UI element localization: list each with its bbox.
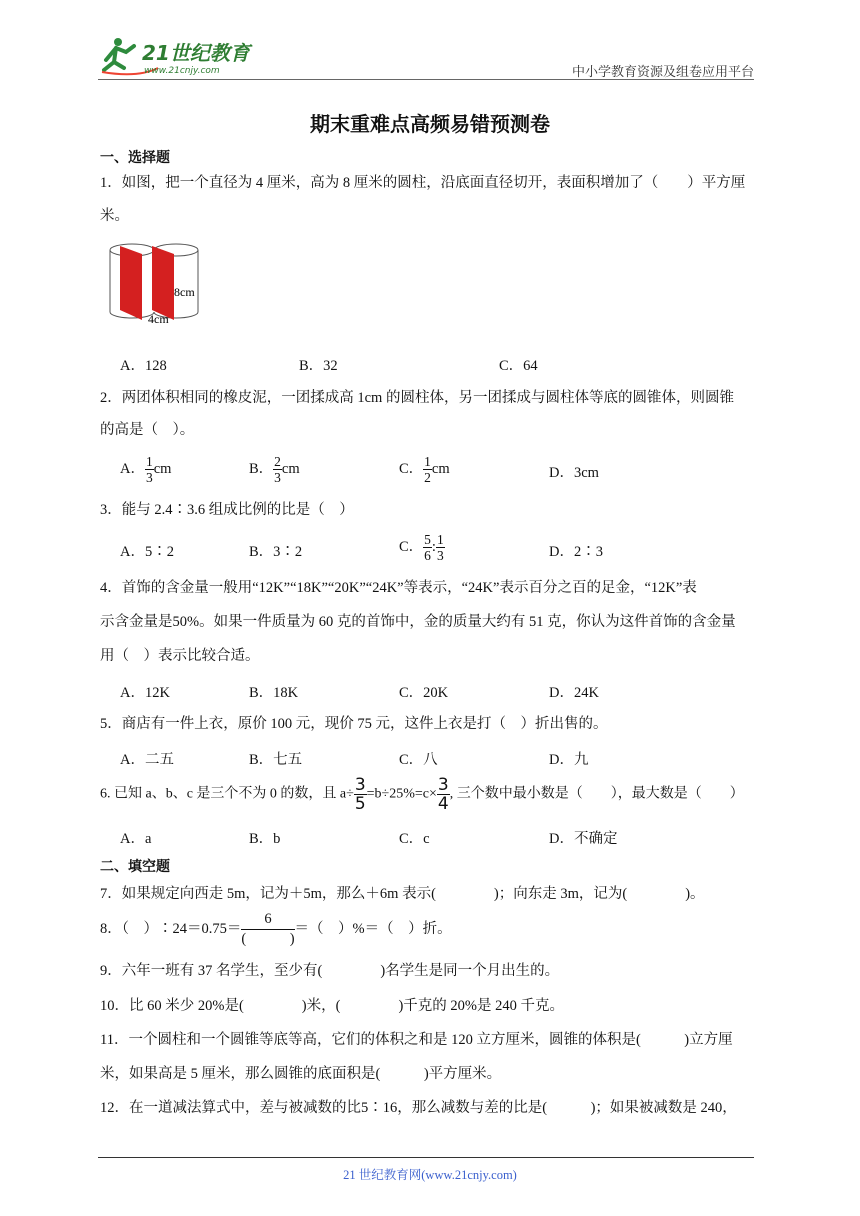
question-5-line1: 5．商店有一件上衣，原价 100 元，现价 75 元，这件上衣是打（ ）折出售的。	[100, 716, 608, 732]
section-heading-fill: 二、填空题	[100, 859, 170, 875]
header-divider	[98, 79, 754, 80]
question-11-line1: 11．一个圆柱和一个圆锥等底等高，它们的体积之和是 120 立方厘米，圆锥的体积是( )立方厘	[100, 1032, 733, 1048]
header-platform-text: 中小学教育资源及组卷应用平台	[571, 64, 754, 79]
q6-option-d[interactable]: D．不确定	[549, 831, 618, 847]
figure-diameter-label: 4cm	[148, 312, 169, 326]
question-6-line1: 6. 已知 a、b、c 是三个不为 0 的数，且 a÷ $\frac{3}{5}$ =b÷25%=c× $\frac{3}{4}$ , 三个数中最小数是（ ），最大数是（ ）	[100, 775, 744, 814]
q6-option-b[interactable]: B．b	[249, 831, 281, 847]
q1-option-b[interactable]: B．32	[299, 358, 338, 374]
question-1-line1: 1．如图，把一个直径为 4 厘米，高为 8 厘米的圆柱，沿底面直径切开，表面积增加了（ ）平方厘	[100, 175, 746, 191]
q4-option-d[interactable]: D．24K	[549, 685, 599, 701]
question-2-line2: 的高是（ ）。	[100, 422, 195, 438]
q5-option-c[interactable]: C．八	[399, 752, 438, 768]
q5-option-a[interactable]: A．二五	[120, 752, 174, 768]
q5-option-b[interactable]: B．七五	[249, 752, 303, 768]
question-3-line1: 3．能与 2.4∶3.6 组成比例的比是（ ）	[100, 502, 354, 518]
question-4-line1: 4．首饰的含金量一般用“12K”“18K”“20K”“24K”等表示，“24K”表示百分之百的足金，“12K”表	[100, 580, 697, 596]
q3-option-b[interactable]: B．3∶2	[249, 544, 303, 560]
q3-option-c[interactable]: C． $\frac{5}{6}$ : $\frac{1}{3}$	[399, 532, 444, 563]
q3-option-a[interactable]: A．5∶2	[120, 544, 174, 560]
page-title: 期末重难点高频易错预测卷	[310, 112, 550, 136]
q5-option-d[interactable]: D．九	[549, 752, 589, 768]
q3-option-d[interactable]: D．2∶3	[549, 544, 603, 560]
figure-height-label: 8cm	[174, 285, 195, 299]
q1-option-c[interactable]: C．64	[499, 358, 538, 374]
q2-option-d[interactable]: D．3cm	[549, 465, 599, 481]
question-8: 8．（ ）∶24＝0.75＝ $\frac{6}{( )}$ ＝（ ）%＝（ ）折。	[100, 911, 452, 947]
question-9: 9．六年一班有 37 名学生，至少有( )名学生是同一个月出生的。	[100, 963, 560, 979]
footer-divider	[98, 1157, 754, 1158]
q6-option-a[interactable]: A．a	[120, 831, 152, 847]
logo-url: www.21cnjy.com	[144, 66, 220, 76]
q6-option-c[interactable]: C．c	[399, 831, 430, 847]
question-7: 7．如果规定向西走 5m，记为＋5m，那么＋6m 表示( )；向东走 3m，记为( )。	[100, 886, 705, 902]
question-1-line2: 米。	[100, 208, 129, 224]
q2-option-b[interactable]: B． $\frac{2}{3}$ cm	[249, 454, 300, 485]
q4-option-c[interactable]: C．20K	[399, 685, 449, 701]
footer-link[interactable]: 21 世纪教育网(www.21cnjy.com)	[343, 1168, 517, 1182]
q2-option-a[interactable]: A． $\frac{1}{3}$ cm	[120, 454, 172, 485]
site-logo	[98, 34, 268, 78]
question-11-line2: 米，如果高是 5 厘米，那么圆锥的底面积是( )平方厘米。	[100, 1066, 502, 1082]
question-4-line2: 示含金量是50%。如果一件质量为 60 克的首饰中，金的质量大约有 51 克，你认为这件首饰的含金量	[100, 614, 736, 630]
q4-option-b[interactable]: B．18K	[249, 685, 299, 701]
question-4-line3: 用（ ）表示比较合适。	[100, 648, 260, 664]
q1-option-a[interactable]: A．128	[120, 358, 167, 374]
question-12-line1: 12．在一道减法算式中，差与被减数的比5∶16，那么减数与差的比是( )；如果被减数是 240，	[100, 1100, 737, 1116]
logo-text: 21世纪教育	[142, 41, 250, 65]
section-heading-choice: 一、选择题	[100, 150, 170, 166]
q4-option-a[interactable]: A．12K	[120, 685, 170, 701]
question-10: 10．比 60 米少 20%是( )米，( )千克的 20%是 240 千克。	[100, 998, 564, 1014]
q2-option-c[interactable]: C． $\frac{1}{2}$ cm	[399, 454, 450, 485]
question-2-line1: 2．两团体积相同的橡皮泥，一团揉成高 1cm 的圆柱体，另一团揉成与圆柱体等底的圆锥体，则圆锥	[100, 390, 734, 406]
question-1-figure	[104, 240, 214, 330]
